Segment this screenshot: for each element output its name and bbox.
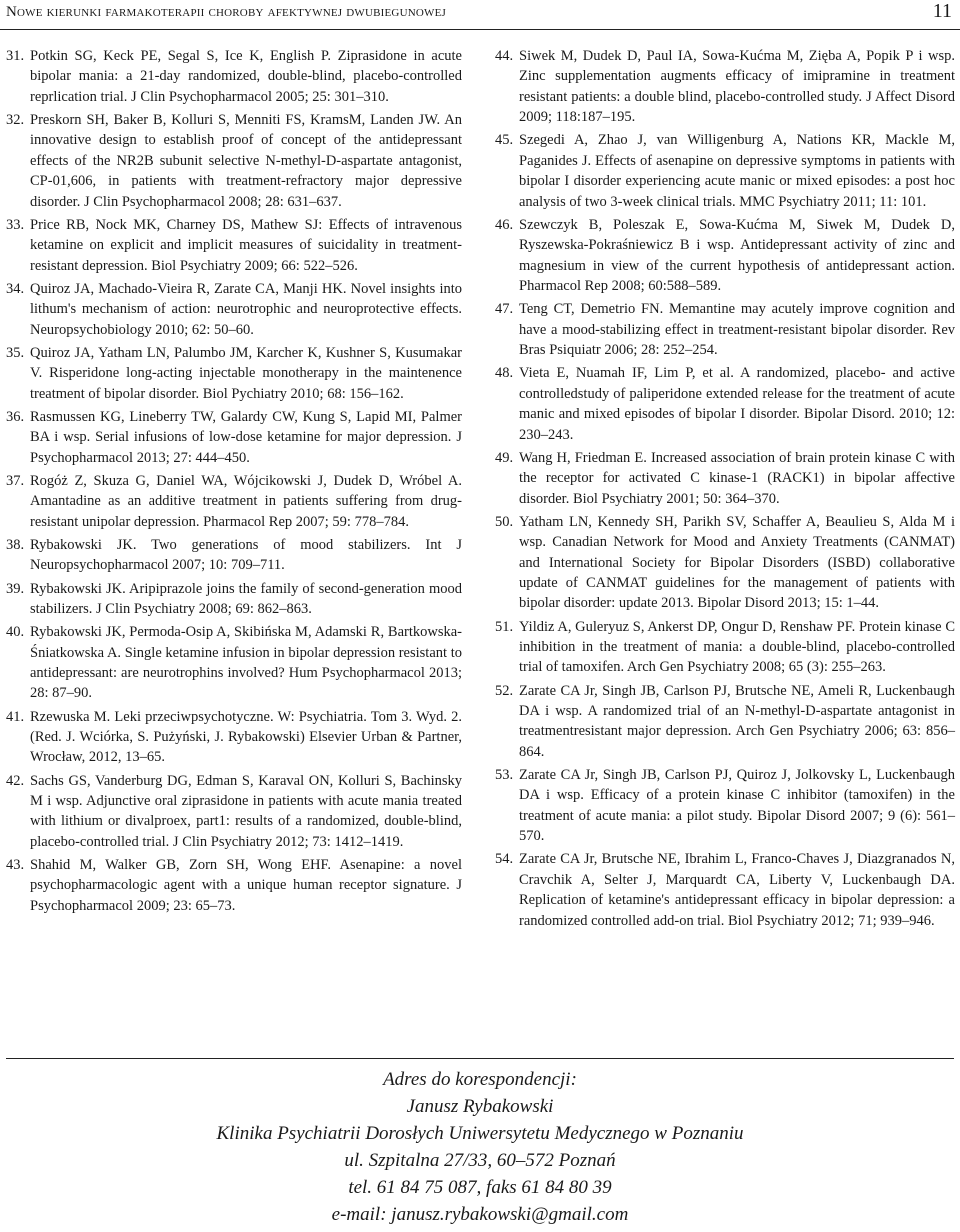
reference-item xyxy=(6,622,462,704)
reference-text: Potkin SG, Keck PE, Segal S, Ice K, English P. Ziprasidone in acute bipolar mania: a 21-day randomized, double-blind, placebo-controlled reprlication trial. J Clin Psychopharmacol 2005; 25: 301–310. xyxy=(30,48,462,105)
reference-text: Siwek M, Dudek D, Paul IA, Sowa-Kućma M, Zięba A, Popik P i wsp. Zinc supplementation augments efficacy of imipramine in treatment resistant patients: a double blind, placebo-controlled study. J Affect Disord 2009; 118:187–195. xyxy=(519,48,955,126)
reference-text: Quiroz JA, Machado-Vieira R, Zarate CA, Manji HK. Novel insights into lithum's mechanism of action: neurotrophic and neuroprotective effects. Neuropsychobiology 2010; 62: 50–60. xyxy=(30,280,462,338)
reference-number: 46. xyxy=(495,216,514,233)
reference-text: Preskorn SH, Baker B, Kolluri S, Menniti FS, KramsM, Landen JW. An innovative design to establish proof of concept of the antidepressant effects of the NR2B subunit selective N-methyl-D-aspartate antagonist, CP-01,606, in patients with treatment-refractory major depressive disorder. J Clin Psychopharmacol 2008; 28: 631–637. xyxy=(30,112,462,210)
header-divider xyxy=(0,29,960,30)
reference-number: 50. xyxy=(495,513,514,530)
correspondence-name: Janusz Rybakowski xyxy=(406,1096,554,1117)
reference-text: Teng CT, Demetrio FN. Memantine may acutely improve cognition and have a mood-stabilizing effect in treatment-resistant bipolar disorder. Rev Bras Psiquiatr 2006; 28: 252–254. xyxy=(519,301,955,359)
reference-item xyxy=(495,681,955,763)
reference-item xyxy=(6,579,462,620)
footer-divider xyxy=(6,1058,954,1059)
page-header xyxy=(0,0,960,28)
reference-text: Yatham LN, Kennedy SH, Parikh SV, Schaffer A, Beaulieu S, Alda M i wsp. Canadian Network for Mood and Anxiety Treatments (CANMAT) and International Society for Bipolar Disorders (ISBD) collaborative update of CANMAT guidelines for the management of patients with bipolar disorder: update 2013. Bipolar Disord 2013; 15: 1–44. xyxy=(519,513,955,612)
correspondence-institution: Klinika Psychiatrii Dorosłych Uniwersytetu Medycznego w Poznaniu xyxy=(216,1123,744,1144)
reference-item xyxy=(495,512,955,614)
reference-text: Szewczyk B, Poleszak E, Sowa-Kućma M, Siwek M, Dudek D, Ryszewska-Pokraśniewicz B i wsp. Antidepressant activity of zinc and magnesium in view of the current hypothesis of antidepressant action. Pharmacol Rep 2008; 60:588–589. xyxy=(519,216,955,295)
reference-item xyxy=(6,110,462,212)
reference-number: 42. xyxy=(6,772,25,789)
reference-item xyxy=(6,343,462,404)
reference-item xyxy=(6,771,462,853)
reference-text: Wang H, Friedman E. Increased association of brain protein kinase C with the receptor for activated C kinase-1 (RACK1) in bipolar affective disorder. Biol Psychiatry 2001; 50: 364–370. xyxy=(519,449,955,507)
reference-item xyxy=(6,215,462,276)
reference-text: Quiroz JA, Yatham LN, Palumbo JM, Karcher K, Kushner S, Kusumakar V. Risperidone long-acting injectable monotherapy in the maintenence treatment of bipolar disorder. Biol Pychiatry 2010; 68: 156–162. xyxy=(30,344,462,402)
reference-item xyxy=(495,765,955,847)
reference-item xyxy=(495,130,955,212)
reference-item xyxy=(495,215,955,297)
reference-item xyxy=(495,299,955,360)
reference-item xyxy=(495,448,955,509)
reference-item xyxy=(6,855,462,916)
reference-item xyxy=(6,46,462,107)
reference-number: 31. xyxy=(6,48,25,64)
reference-number: 37. xyxy=(6,472,25,489)
reference-number: 52. xyxy=(495,682,514,699)
correspondence-block xyxy=(0,1066,960,1228)
reference-number: 35. xyxy=(6,344,25,361)
references-left-column xyxy=(6,46,462,919)
reference-text: Zarate CA Jr, Singh JB, Carlson PJ, Quiroz J, Jolkovsky L, Luckenbaugh DA i wsp. Efficacy of a protein kinase C inhibitor (tamoxifen) in the treatment of acute mania: a pilot study. Bipolar Disord 2007; 9 (6): 561–570. xyxy=(519,766,955,845)
reference-text: Rybakowski JK. Aripiprazole joins the family of second-generation mood stabilizers. J Clin Psychiatry 2008; 69: 862–863. xyxy=(30,580,462,617)
reference-number: 33. xyxy=(6,216,25,233)
correspondence-phone: tel. 61 84 75 087, faks 61 84 80 39 xyxy=(348,1177,612,1198)
reference-number: 51. xyxy=(495,618,514,635)
reference-item xyxy=(6,471,462,532)
reference-item xyxy=(495,46,955,128)
correspondence-heading: Adres do korespondencji: xyxy=(383,1069,577,1090)
reference-text: Yildiz A, Guleryuz S, Ankerst DP, Ongur D, Renshaw PF. Protein kinase C inhibition in the treatment of mania: a double-blind, placebo-controlled trial of tamoxifen. Arch Gen Psychiatry 2008; 65 (3): 255–263. xyxy=(519,618,955,676)
reference-text: Rybakowski JK. Two generations of mood stabilizers. Int J Neuropsychopharmacol 2007; 10: 709–711. xyxy=(30,536,462,574)
reference-number: 34. xyxy=(6,280,25,297)
reference-item xyxy=(495,363,955,445)
correspondence-email[interactable]: e-mail: janusz.rybakowski@gmail.com xyxy=(331,1204,629,1225)
reference-number: 32. xyxy=(6,112,25,129)
reference-text: Rogóż Z, Skuza G, Daniel WA, Wójcikowski J, Dudek D, Wróbel A. Amantadine as an additive treatment in patients suffering from drug-resistant unipolar depression. Pharmacol Rep 2007; 59: 778–784. xyxy=(30,472,462,530)
running-title: Nowe kierunki farmakoterapii choroby afektywnej dwubiegunowej xyxy=(6,4,446,20)
reference-number: 48. xyxy=(495,365,514,382)
reference-number: 44. xyxy=(495,48,514,64)
reference-item xyxy=(495,849,955,931)
reference-number: 49. xyxy=(495,449,514,466)
reference-item xyxy=(6,407,462,468)
references-right-column xyxy=(495,46,955,934)
reference-number: 39. xyxy=(6,580,25,597)
reference-text: Price RB, Nock MK, Charney DS, Mathew SJ: Effects of intravenous ketamine on explicit and implicit measures of suicidality in treatment-resistant depression. Biol Psychiatry 2009; 66: 522–526. xyxy=(30,216,462,274)
reference-text: Shahid M, Walker GB, Zorn SH, Wong EHF. Asenapine: a novel psychopharmacologic agent with a unique human receptor signature. J Psychopharmacol 2009; 23: 65–73. xyxy=(30,857,462,914)
reference-number: 41. xyxy=(6,708,25,725)
reference-text: Szegedi A, Zhao J, van Willigenburg A, Nations KR, Mackle M, Paganides J. Effects of asenapine on depressive symptoms in patients with bipolar I disorder experiencing acute manic or mixed episodes: a post hoc analysis of two 3-week clinical trials. MMC Psychiatry 2011; 11: 101. xyxy=(519,132,955,210)
reference-number: 53. xyxy=(495,766,514,783)
reference-text: Zarate CA Jr, Singh JB, Carlson PJ, Brutsche NE, Ameli R, Luckenbaugh DA i wsp. A randomized trial of an N-methyl-D-aspartate antagonist in treatmentresistant major depression. Arch Gen Psychiatry 2006; 63: 856–864. xyxy=(519,682,955,760)
reference-item xyxy=(495,617,955,678)
page-number: 11 xyxy=(932,0,952,22)
reference-item xyxy=(6,535,462,576)
reference-text: Rasmussen KG, Lineberry TW, Galardy CW, Kung S, Lapid MI, Palmer BA i wsp. Serial infusions of low-dose ketamine for major depression. J Psychopharmacol 2013; 27: 444–450. xyxy=(30,408,462,466)
reference-number: 47. xyxy=(495,301,514,318)
reference-number: 40. xyxy=(6,624,25,641)
reference-number: 38. xyxy=(6,536,25,553)
reference-text: Sachs GS, Vanderburg DG, Edman S, Karaval ON, Kolluri S, Bachinsky M i wsp. Adjunctive oral ziprasidone in patients with acute mania treated with lithium or divalproex, part1: results of a randomized, double-blind, placebo-controlled trial. J Clin Psychiatry 2012; 73: 1412–1419. xyxy=(30,772,462,850)
reference-text: Rybakowski JK, Permoda-Osip A, Skibińska M, Adamski R, Bartkowska-Śniatkowska A. Single ketamine infusion in bipolar depression resistant to antidepressant: are neurotrophins involved? Hum Psychopharmacol 2013; 28: 87–90. xyxy=(30,624,462,702)
reference-item xyxy=(6,279,462,340)
reference-text: Zarate CA Jr, Brutsche NE, Ibrahim L, Franco-Chaves J, Diazgranados N, Cravchik A, Selter J, Marquardt CA, Liberty V, Luckenbaugh DA. Replication of ketamine's antidepressant efficacy in bipolar depression: a randomized controlled add-on trial. Biol Psychiatry 2012; 71; 939–946. xyxy=(519,851,955,929)
reference-number: 36. xyxy=(6,408,25,425)
reference-item xyxy=(6,707,462,768)
reference-text: Rzewuska M. Leki przeciwpsychotyczne. W: Psychiatria. Tom 3. Wyd. 2. (Red. J. Wciórka, S. Pużyński, J. Rybakowski) Elsevier Urban & Partner, Wrocław, 2012, 13–65. xyxy=(30,708,462,766)
reference-number: 54. xyxy=(495,851,514,868)
correspondence-address: ul. Szpitalna 27/33, 60–572 Poznań xyxy=(344,1150,616,1171)
reference-number: 43. xyxy=(6,857,25,873)
reference-number: 45. xyxy=(495,132,514,149)
reference-text: Vieta E, Nuamah IF, Lim P, et al. A randomized, placebo- and active controlledstudy of paliperidone extended release for the treatment of acute manic and mixed episodes of bipolar I disorder. Bipolar Disord. 2010; 12: 230–243. xyxy=(519,365,955,443)
